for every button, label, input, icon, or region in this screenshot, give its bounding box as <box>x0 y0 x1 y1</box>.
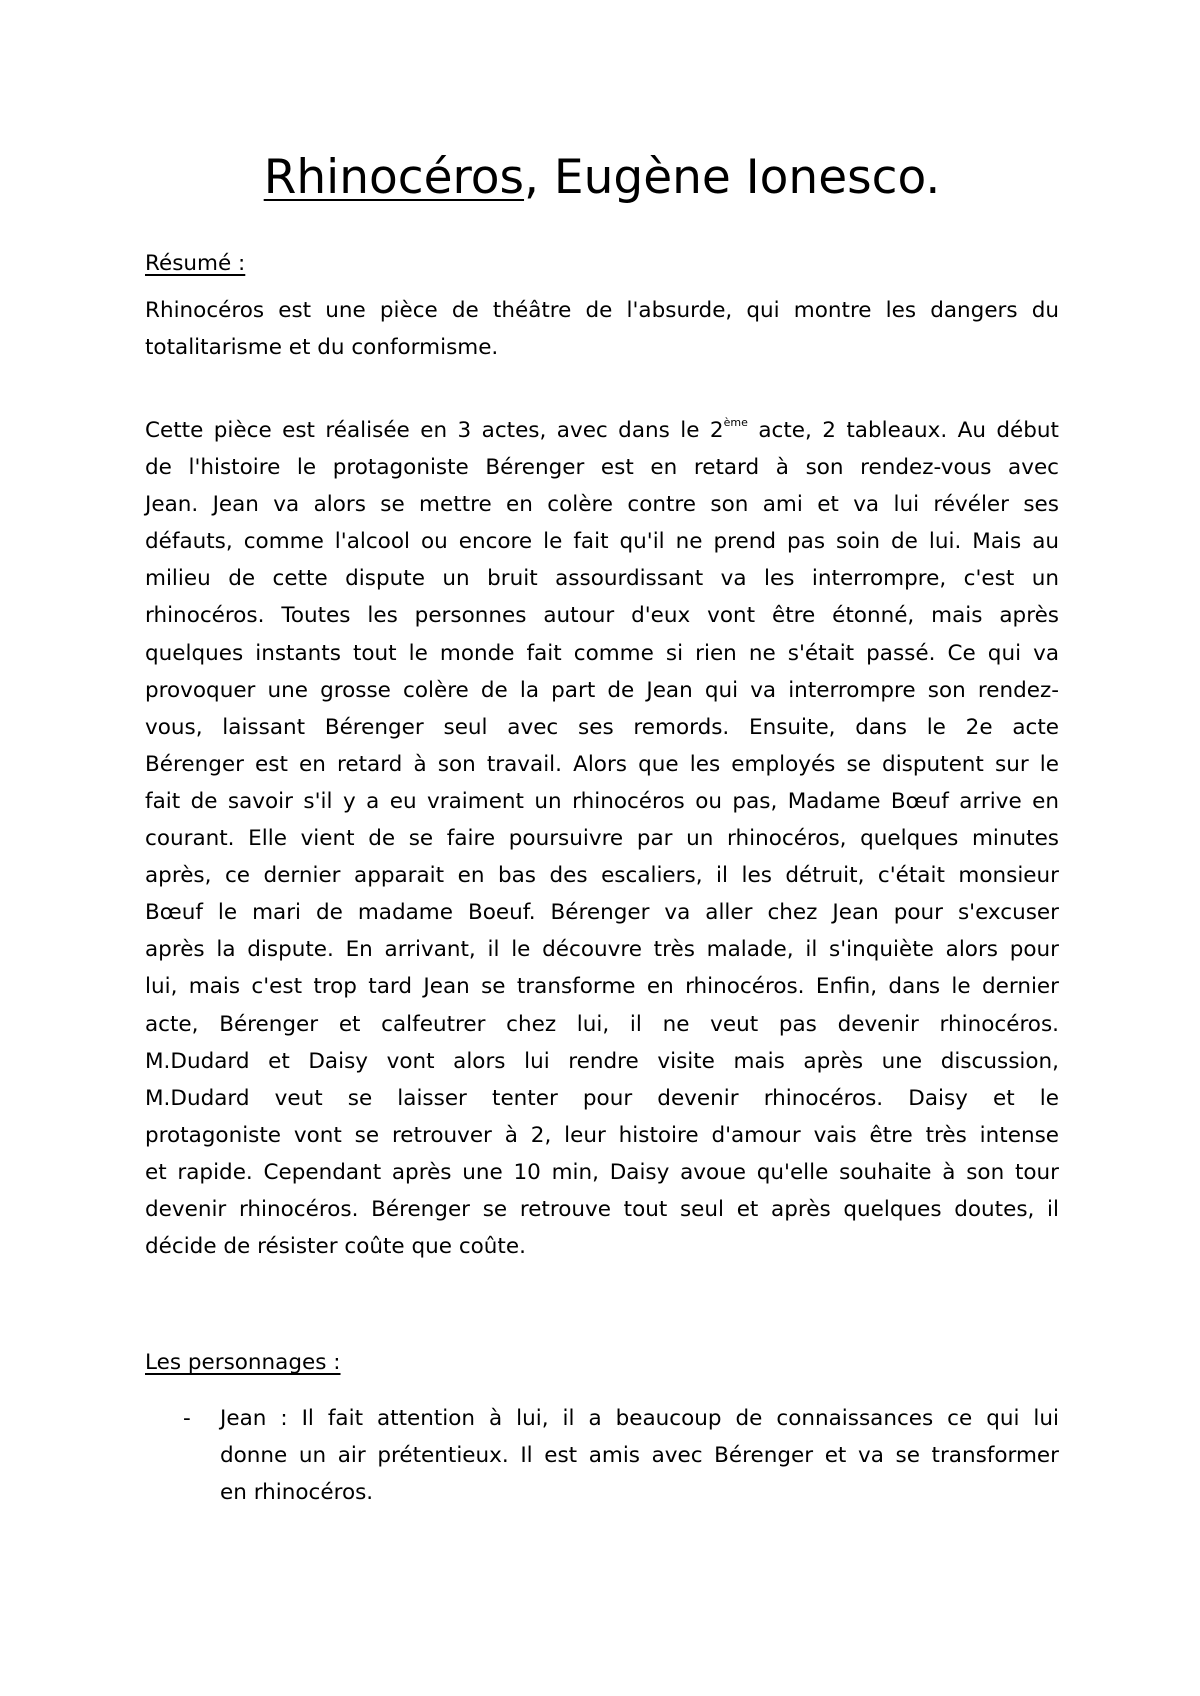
text-line: de l'histoire le protagoniste Bérenger est en retard à son rendez-vous avec <box>145 455 1059 481</box>
text-line: acte, Bérenger et calfeutrer chez lui, il ne veut pas devenir rhinocéros. <box>145 1011 1059 1037</box>
text-line: milieu de cette dispute un bruit assourdissant va les interrompre, c'est un <box>145 566 1059 592</box>
document-title <box>145 148 1059 208</box>
text-line: lui, mais c'est trop tard Jean se transforme en rhinocéros. Enfin, dans le dernier <box>145 974 1059 1000</box>
text-line: après, ce dernier apparait en bas des escaliers, il les détruit, c'était monsieur <box>145 863 1059 889</box>
text-line: Bœuf le mari de madame Boeuf. Bérenger va aller chez Jean pour s'excuser <box>145 900 1059 926</box>
title-author: , Eugène Ionesco. <box>524 150 941 205</box>
text-line: quelques instants tout le monde fait comme si rien ne s'était passé. Ce qui va <box>145 640 1059 666</box>
text-line: devenir rhinocéros. Bérenger se retrouve tout seul et après quelques doutes, il <box>145 1196 1059 1222</box>
summary-heading: Résumé : <box>145 251 246 276</box>
summary-paragraph-2 <box>145 412 1059 1265</box>
characters-heading: Les personnages : <box>145 1350 341 1375</box>
text-line: donne un air prétentieux. Il est amis avec Bérenger et va se transformer <box>220 1443 1059 1469</box>
text-line: Jean. Jean va alors se mettre en colère contre son ami et va lui révéler ses <box>145 492 1059 518</box>
text-segment: Cette pièce est réalisée en 3 actes, avec dans le 2 <box>145 418 724 443</box>
text-line: courant. Elle vient de se faire poursuivre par un rhinocéros, quelques minutes <box>145 826 1059 852</box>
ordinal-superscript: ème <box>723 416 748 429</box>
text-segment: acte, 2 tableaux. Au début <box>747 418 1059 443</box>
text-line: fait de savoir s'il y a eu vraiment un rhinocéros ou pas, Madame Bœuf arrive en <box>145 788 1059 814</box>
summary-paragraph-1 <box>145 292 1059 366</box>
text-line: défauts, comme l'alcool ou encore le fait qu'il ne prend pas soin de lui. Mais au <box>145 529 1059 555</box>
text-line <box>145 412 1059 449</box>
text-line: Bérenger est en retard à son travail. Alors que les employés se disputent sur le <box>145 751 1059 777</box>
text-line: vous, laissant Bérenger seul avec ses remords. Ensuite, dans le 2e acte <box>145 714 1059 740</box>
character-description-jean <box>220 1400 1059 1511</box>
text-line: M.Dudard veut se laisser tenter pour devenir rhinocéros. Daisy et le <box>145 1085 1059 1111</box>
text-line: Rhinocéros est une pièce de théâtre de l'absurde, qui montre les dangers du <box>145 298 1059 323</box>
text-line: provoquer une grosse colère de la part de Jean qui va interrompre son rendez- <box>145 677 1059 703</box>
document-page <box>145 0 1059 1696</box>
text-line: et rapide. Cependant après une 10 min, Daisy avoue qu'elle souhaite à son tour <box>145 1159 1059 1185</box>
text-line: rhinocéros. Toutes les personnes autour d'eux vont être étonné, mais après <box>145 603 1059 629</box>
bullet-dash: - <box>183 1406 191 1431</box>
text-line: Jean : Il fait attention à lui, il a beaucoup de connaissances ce qui lui <box>220 1406 1059 1431</box>
text-line: totalitarisme et du conformisme. <box>145 335 499 361</box>
text-line: en rhinocéros. <box>220 1480 374 1506</box>
text-line: M.Dudard et Daisy vont alors lui rendre visite mais après une discussion, <box>145 1048 1059 1074</box>
text-line: protagoniste vont se retrouver à 2, leur histoire d'amour vais être très intense <box>145 1122 1059 1148</box>
text-line: décide de résister coûte que coûte. <box>145 1234 526 1260</box>
text-line: après la dispute. En arrivant, il le découvre très malade, il s'inquiète alors pour <box>145 937 1059 963</box>
title-play-name: Rhinocéros <box>263 150 525 205</box>
